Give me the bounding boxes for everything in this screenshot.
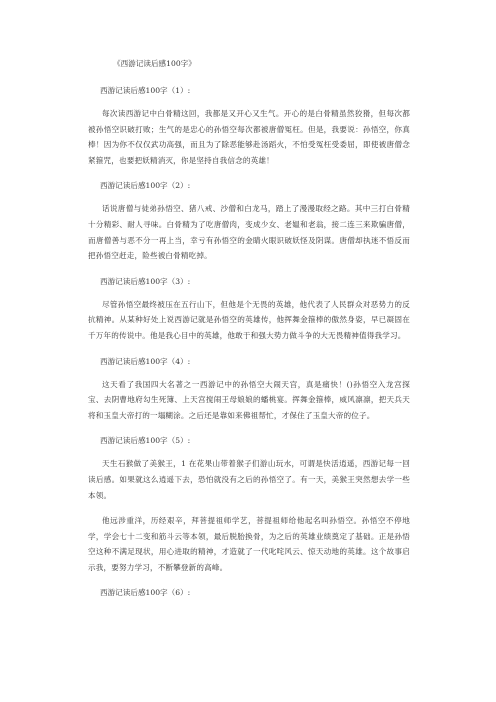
section-heading: 西游记读后感100字（1）: xyxy=(100,86,191,95)
section-4 xyxy=(88,356,410,424)
section-heading: 西游记读后感100字（4）: xyxy=(100,356,191,366)
paragraph: 话说唐僧与徒弟孙悟空、猪八戒、沙僧和白龙马，踏上了漫漫取经之路。其中三打白骨精十分精彩、耐人寻味。白骨精为了吃唐僧肉，变成少女、老媪和老翁，接二连三来欺骗唐僧，而唐僧善与恶不分一再上当，幸亏有孙悟空的金睛火眼识破妖怪及阴谋。唐僧却执迷不悟反而把孙悟空赶走，险些被白骨精吃掉。 xyxy=(88,204,410,261)
document-title: 《西游记读后感100字》 xyxy=(113,59,196,68)
section-3 xyxy=(88,276,410,344)
section-heading: 西游记读后感100字（6）: xyxy=(100,588,191,598)
section-heading: 西游记读后感100字（3）: xyxy=(100,276,191,286)
section-heading: 西游记读后感100字（2）: xyxy=(100,181,191,191)
section-1 xyxy=(88,85,410,168)
section-5 xyxy=(88,435,410,575)
section-2 xyxy=(88,180,410,263)
section-6 xyxy=(88,587,410,598)
paragraph: 他远涉重洋，历经艰辛，拜菩提祖师学艺，菩提祖师给他起名叫孙悟空。孙悟空不停地学，学会七十二变和筋斗云等本领，最后脱胎换骨，为之后的英雄业绩奠定了基础。正是孙悟空这种不满足现状，用心进取的精神，才造就了一代叱咤风云、惊天动地的英雄。这个故事启示我，要努力学习，不断攀登新的高峰。 xyxy=(88,516,410,572)
paragraph: 这天看了我国四大名著之一西游记中的孙悟空大闹天宫，真是痛快！()孙悟空入龙宫探宝、去阴曹地府勾生死簿、上天宫搅闹王母娘娘的蟠桃宴。挥舞金箍棒，威风凛凛，把天兵天将和玉皇大帝打的一塌糊涂。之后还是靠如来佛祖帮忙，才保住了玉皇大帝的位子。 xyxy=(88,379,410,420)
paragraph: 天生石猴做了美猴王，1 在花果山带着猴子们游山玩水，可谓是快活逍遥，西游记每一回读后感。如果就这么逍遥下去，恐怕就没有之后的孙悟空了。有一天，美猴王突然想去学一些本领。 xyxy=(88,459,410,500)
section-heading: 西游记读后感100字（5）: xyxy=(100,436,191,446)
paragraph: 每次读西游记中白骨精这回，我都是又开心又生气。开心的是白骨精虽然狡猾，但每次都被孙悟空识破打败；生气的是忠心的孙悟空每次都被唐僧冤枉。但是，我要说：孙悟空，你真棒！因为你不仅仅武功高强，而且为了除恶能够赴汤蹈火，不怕受冤枉受委屈，即使被唐僧念紧箍咒，也要把妖精消灭，你是坚持自我信念的英雄！ xyxy=(88,109,410,165)
paragraph: 尽管孙悟空最终被压在五行山下，但他是个无畏的英雄，他代表了人民群众对恶势力的反抗精神。从某种好处上说西游记就是孙悟空的英雄传，他挥舞金箍棒的傲然身姿，早已凝固在千万年的传说中。他是我心目中的英雄，他敢于和强大势力做斗争的大无畏精神值得我学习。 xyxy=(88,299,410,340)
